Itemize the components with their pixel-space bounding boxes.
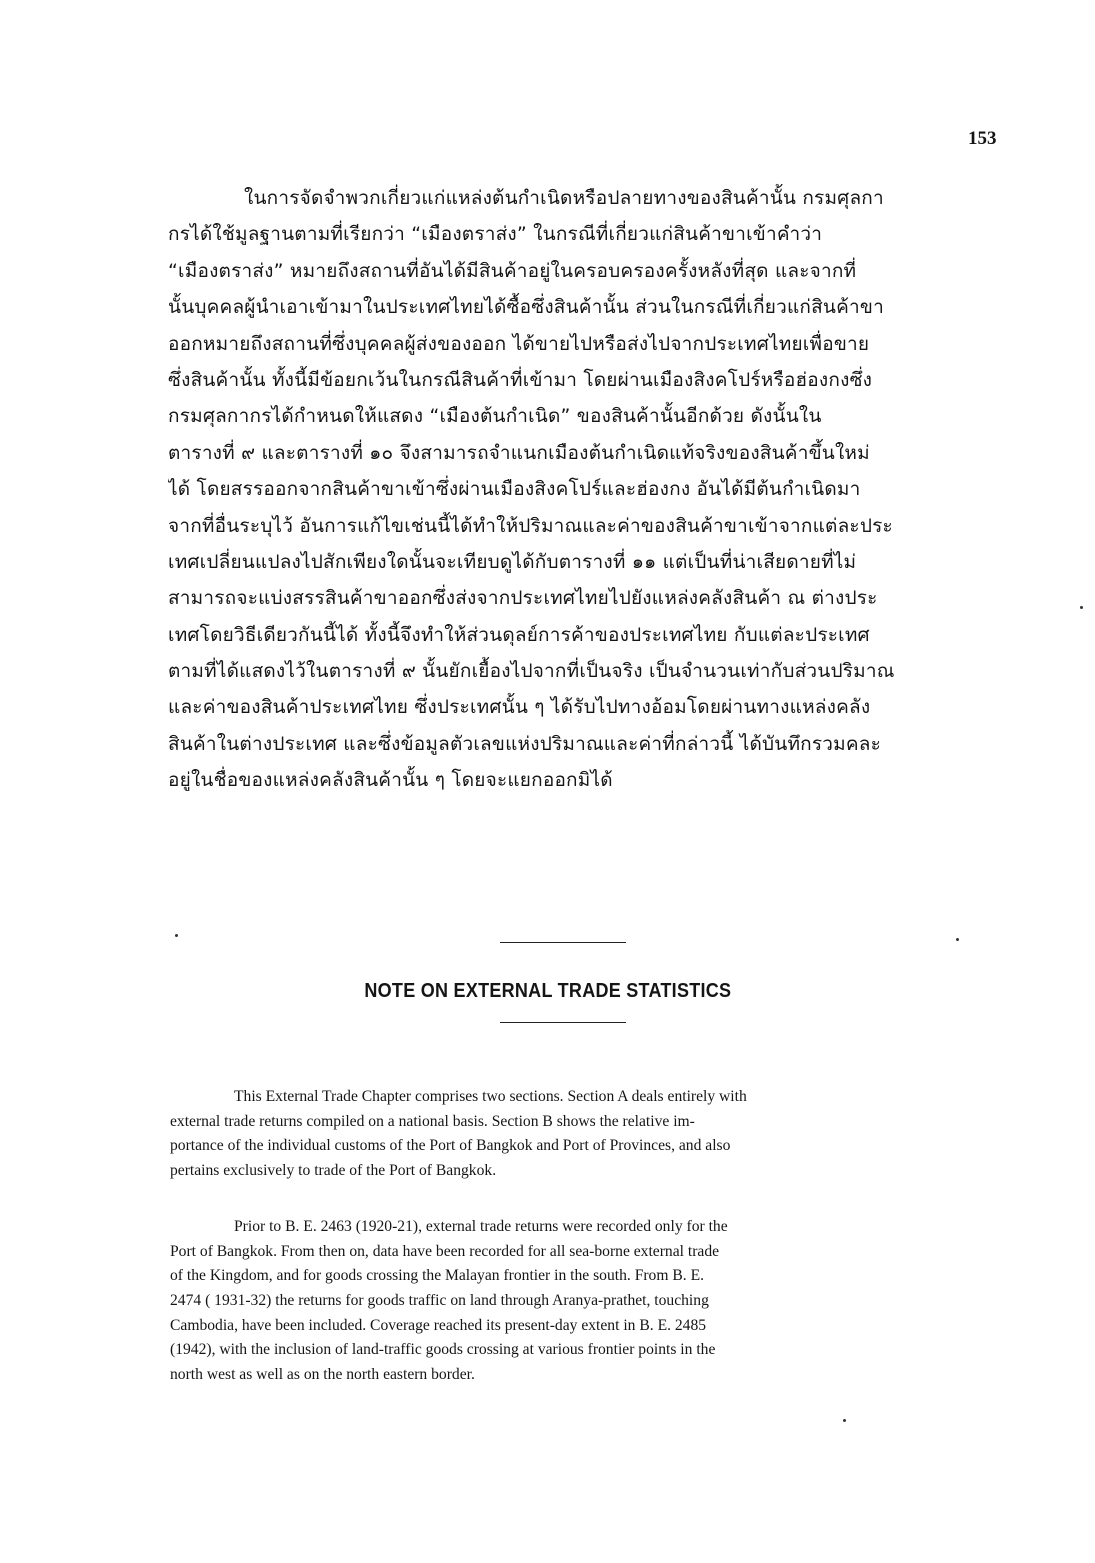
english-paragraph bbox=[170, 1215, 954, 1388]
thai-line: นั้นบุคคลผู้นำเอาเข้ามาในประเทศไทยได้ซื้อซึ่งสินค้านั้น ส่วนในกรณีที่เกี่ยวแก่สินค้าขา bbox=[168, 296, 884, 319]
text-line: of the Kingdom, and for goods crossing the Malayan frontier in the south. From B. E. bbox=[170, 1267, 705, 1285]
section-heading-text: NOTE ON EXTERNAL TRADE STATISTICS bbox=[364, 980, 731, 1002]
thai-line: ซึ่งสินค้านั้น ทั้งนี้มีข้อยกเว้นในกรณีสินค้าที่เข้ามา โดยผ่านเมืองสิงคโปร์หรือฮ่องกงซึ่ง bbox=[168, 368, 873, 391]
thai-line: ออกหมายถึงสถานที่ซึ่งบุคคลผู้ส่งของออก ได้ขายไปหรือส่งไปจากประเทศไทยเพื่อขาย bbox=[168, 332, 870, 355]
thai-line: สินค้าในต่างประเทศ และซึ่งข้อมูลตัวเลขแห่งปริมาณและค่าที่กล่าวนี้ ได้บันทึกรวมคละ bbox=[168, 732, 882, 755]
text-line: pertains exclusively to trade of the Port of Bangkok. bbox=[170, 1162, 497, 1180]
page-number: 153 bbox=[968, 128, 997, 149]
scan-speck bbox=[843, 1419, 846, 1422]
scan-speck bbox=[956, 938, 959, 941]
thai-line: กรมศุลกากรได้กำหนดให้แสดง “เมืองต้นกำเนิด” ของสินค้านั้นอีกด้วย ดังนั้นใน bbox=[168, 405, 822, 428]
thai-line: สามารถจะแบ่งสรรสินค้าขาออกซึ่งส่งจากประเทศไทยไปยังแหล่งคลังสินค้า ณ ต่างประ bbox=[168, 587, 878, 610]
thai-line: จากที่อื่นระบุไว้ อันการแก้ไขเช่นนี้ได้ทำให้ปริมาณและค่าของสินค้าขาเข้าจากแต่ละประ bbox=[168, 514, 893, 537]
thai-line: ตามที่ได้แสดงไว้ในตารางที่ ๙ นั้นยักเยื้องไปจากที่เป็นจริง เป็นจำนวนเท่ากับส่วนปริมาณ bbox=[168, 660, 895, 683]
divider-rule bbox=[500, 942, 626, 943]
thai-line: และค่าของสินค้าประเทศไทย ซึ่งประเทศนั้น ๆ ได้รับไปทางอ้อมโดยผ่านทางแหล่งคลัง bbox=[168, 696, 871, 719]
text-line: Cambodia, have been included. Coverage reached its present-day extent in B. E. 2485 bbox=[170, 1316, 707, 1334]
text-line: Prior to B. E. 2463 (1920-21), external trade returns were recorded only for the bbox=[234, 1218, 728, 1235]
thai-line: “เมืองตราส่ง” หมายถึงสถานที่อันได้มีสินค้าอยู่ในครอบครองครั้งหลังที่สุด และจากที่ bbox=[168, 259, 857, 282]
divider-rule bbox=[500, 1022, 626, 1023]
text-line: portance of the individual customs of the Port of Bangkok and Port of Provinces, and also bbox=[170, 1137, 731, 1155]
thai-line: อยู่ในชื่อของแหล่งคลังสินค้านั้น ๆ โดยจะแยกออกมิได้ bbox=[168, 769, 613, 792]
thai-paragraph bbox=[168, 180, 958, 799]
text-line: (1942), with the inclusion of land-traffic goods crossing at various frontier points in the bbox=[170, 1341, 716, 1359]
thai-line: เทศเปลี่ยนแปลงไปสักเพียงใดนั้นจะเทียบดูได้กับตารางที่ ๑๑ แต่เป็นที่น่าเสียดายที่ไม่ bbox=[168, 550, 857, 573]
text-line: external trade returns compiled on a national basis. Section B shows the relative im- bbox=[170, 1112, 695, 1130]
thai-line: กรได้ใช้มูลฐานตามที่เรียกว่า “เมืองตราส่ง” ในกรณีที่เกี่ยวแก่สินค้าขาเข้าคำว่า bbox=[168, 223, 823, 246]
text-line: north west as well as on the north eastern border. bbox=[170, 1366, 475, 1384]
scan-speck bbox=[175, 934, 178, 937]
thai-line: ตารางที่ ๙ และตารางที่ ๑๐ จึงสามารถจำแนกเมืองต้นกำเนิดแท้จริงของสินค้าขึ้นใหม่ bbox=[168, 441, 870, 464]
text-line: 2474 ( 1931-32) the returns for goods traffic on land through Aranya-prathet, touching bbox=[170, 1292, 709, 1310]
thai-line: เทศโดยวิธีเดียวกันนี้ได้ ทั้งนี้จึงทำให้ส่วนดุลย์การค้าของประเทศไทย กับแต่ละประเทศ bbox=[168, 623, 870, 646]
english-paragraph bbox=[170, 1085, 954, 1184]
thai-line: ในการจัดจำพวกเกี่ยวแก่แหล่งต้นกำเนิดหรือปลายทางของสินค้านั้น กรมศุลกา bbox=[244, 187, 884, 209]
thai-line: ได้ โดยสรรออกจากสินค้าขาเข้าซึ่งผ่านเมืองสิงคโปร์และฮ่องกง อันได้มีต้นกำเนิดมา bbox=[168, 478, 861, 501]
scan-speck bbox=[1080, 606, 1083, 609]
text-line: This External Trade Chapter comprises two sections. Section A deals entirely with bbox=[234, 1088, 747, 1105]
section-heading bbox=[0, 980, 1095, 1003]
text-line: Port of Bangkok. From then on, data have been recorded for all sea-borne external trade bbox=[170, 1242, 720, 1260]
